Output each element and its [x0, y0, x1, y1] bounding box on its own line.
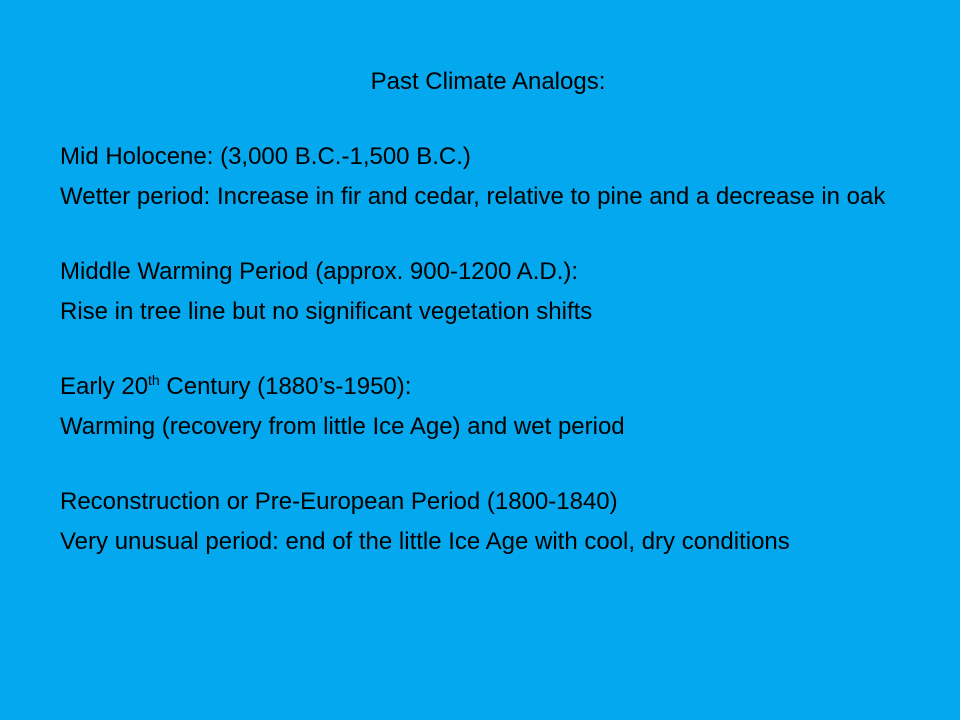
- section-heading-reconstruction-period: Reconstruction or Pre-European Period (1800-1840): [60, 488, 618, 515]
- section-gap: [60, 447, 930, 482]
- heading-superscript: th: [148, 372, 160, 388]
- section-description-mid-holocene: Wetter period: Increase in fir and cedar, relative to pine and a decrease in oak: [60, 183, 886, 210]
- slide-body: [60, 137, 930, 562]
- section-description-reconstruction-period: Very unusual period: end of the little Ice Age with cool, dry conditions: [60, 528, 790, 555]
- section-description-middle-warming-period: Rise in tree line but no significant vegetation shifts: [60, 298, 593, 325]
- section-gap: [60, 332, 930, 367]
- heading-prefix: Early 20: [60, 373, 149, 400]
- heading-suffix: Century (1880’s-1950):: [159, 373, 412, 400]
- slide-title: Past Climate Analogs:: [370, 68, 606, 95]
- section-heading-middle-warming-period: Middle Warming Period (approx. 900-1200 A.D.):: [60, 258, 579, 285]
- section-description-early-20th-century: Warming (recovery from little Ice Age) and wet period: [60, 413, 625, 440]
- section-gap: [60, 217, 930, 252]
- section-heading-mid-holocene: Mid Holocene: (3,000 B.C.-1,500 B.C.): [60, 143, 471, 170]
- section-heading-early-20th-century: [60, 367, 930, 407]
